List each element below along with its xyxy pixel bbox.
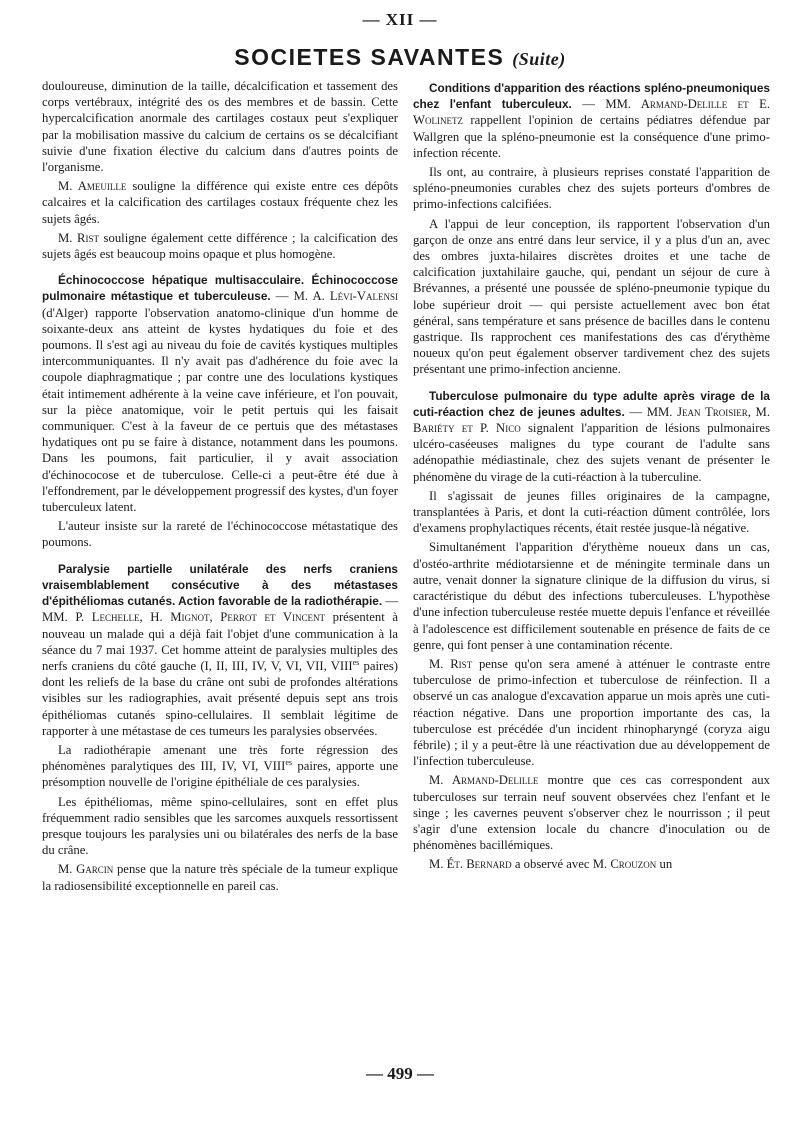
section-paralysie	[42, 561, 398, 739]
paragraph-text: La radiothérapie amenant une très forte régression des phénomènes paralytiques des III, IV, VI, VIII	[42, 742, 398, 774]
paragraph-text: présentent à nouveau un malade qui a déjà fait l'objet d'une communication à la séance du 7 mai 1937. Cet homme atteint de paralysies multiples des nerfs craniens du côté gauche (I, II, III, IV, V, VI, VII, VIII	[42, 610, 398, 673]
superscript: es	[285, 757, 293, 767]
speaker-name: M. Crouzon	[592, 857, 657, 872]
section-heading: Conditions d'apparition des réactions spléno-pneumoniques chez l'enfant tuberculeux.	[413, 81, 770, 112]
page-number: — 499 —	[366, 1064, 434, 1083]
paragraph-text: pense qu'on sera amené à atténuer le contraste entre tuberculose de primo-infection et tuberculose de réinfection. Il a observé un cas analogue d'excavation apparue un mois après une cuti-réaction négative. Dans une proportion importante des cas, la tuberculose est précédée d'un incident rhinopharyngé (coryza aigu fébrile) ; il y a peut-être là une réactivation due au développement de l'infection tuberculeuse.	[413, 656, 770, 769]
paragraph-text: montre que ces cas correspondent aux tuberculoses sur terrain neuf souvent observées chez l'enfant et le singe ; les cavernes peuvent s'observer chez le nourrisson ; il peut s'agir d'une extension locale du chancre d'inoculation ou de phénomènes bacillémiques.	[413, 773, 770, 853]
section-echinococcose	[42, 272, 398, 515]
speaker-name: M. Ameuille	[58, 179, 127, 194]
paragraph: Simultanément l'apparition d'érythème noueux dans un cas, d'ostéo-arthrite médiotarsienne et de méningite terminale dans un autre, venait donner la signature clinique de la diffusion du virus, si caractéristique du début des infections tuberculeuses. L'hypothèse d'une infection tuberculeuse restée muette depuis l'enfance et réveillée à l'adolescence est difficilement soutenable en présence de faits de ce genre, qui font penser à une contamination récente.	[413, 540, 770, 652]
speaker-name: M. Rist	[429, 656, 473, 671]
paragraph-text: rappellent l'opinion de certains pédiatres défendue par Wallgren que la spléno-pneumonie est la conséquence d'une primo-infection récente.	[413, 113, 770, 160]
section-heading: Échinococcose hépatique multisacculaire. Échinococcose pulmonaire métastique et tuberculeuse.	[42, 273, 398, 304]
paragraph	[42, 178, 398, 227]
dash: —	[270, 289, 294, 304]
right-column	[413, 80, 770, 876]
paragraph-text: signalent l'apparition de lésions pulmonaires ulcéro-caséeuses malignes du type courant de l'adulte sans adénopathie médiastinale, chez des sujets venant de présenter le phénomène du virage de la cuti-réaction à la tuberculine.	[413, 421, 771, 484]
paragraph-text: a observé avec	[511, 857, 593, 872]
speaker-name: M. Armand-Delille	[429, 773, 539, 788]
speaker-names: MM. P. Lechelle, H. Mignot, Perrot et Vincent	[42, 610, 325, 625]
paragraph-text: paires) dont les reliefs de la base du crâne ont subi de profondes altérations visibles sur les radiographies, avait présenté depuis sept ans trois épithéliomas cutanés spino-cellulaires. Il semblait légitime de rapporter à une métastase de ces tumeurs les paralysies observées.	[42, 658, 398, 738]
paragraph-text: (d'Alger) rapporte l'observation anatomo-clinique d'un homme de soixante-deux ans atteint de kystes hydatiques du foie et des poumons. Il s'est agi au niveau du foie de cavités kystiques multiples intercommuniquantes. Il n'y avait pas d'adhérence du foie avec la coupole diaphragmatique ; par contre une des loculations kystiques était intimement adhérente à la veine cave inférieure, et l'on pouvait, sur la pièce anatomique, voir le petit pertuis qui les faisait communiquer. C'est à la faveur de ce pertuis que des métastases hydatiques ont pu se faire à distance, notamment dans les poumons. Dans les poumons, fait particulier, il y avait association d'échinococose et de tuberculose. Celle-ci a peut-être été due à l'effondrement, par le développement progressif des kystes, d'un foyer tuberculeux latent.	[42, 305, 398, 515]
title-suite: (Suite)	[512, 49, 566, 69]
speaker-name: M. Ét. Bernard	[429, 857, 512, 872]
paragraph-text: souligne également cette différence ; la calcification des sujets âgés est beaucoup moins opaque et plus homogène.	[42, 230, 398, 262]
paragraph	[42, 861, 398, 893]
paragraph-text: paires, apporte une présomption nouvelle de l'origine épithéliale de ces paralysies.	[42, 759, 398, 790]
section-heading: Tuberculose pulmonaire du type adulte après virage de la cuti-réaction chez de jeunes adultes.	[413, 388, 770, 419]
page-title	[0, 44, 800, 71]
paragraph: Ils ont, au contraire, à plusieurs reprises constaté l'apparition de spléno-pneumonies curables chez des sujets porteurs d'ombres de primo-infections calcifiées.	[413, 165, 770, 212]
speaker-name: M. A. Lévi-Valensi	[293, 289, 399, 304]
paragraph	[413, 856, 770, 872]
dash: —	[571, 97, 606, 112]
speaker-names: MM. Jean Troisier, M. Bariéty et P. Nico	[413, 404, 770, 436]
paragraph: Il s'agissait de jeunes filles originaires de la campagne, transplantées à Paris, et dont la cuti-réaction dûment contrôlée, lors d'examens prophylactiques récents, était restée jusque-là négative.	[413, 488, 770, 536]
section-spleno-pneumonie	[413, 80, 770, 161]
paragraph: L'auteur insiste sur la rareté de l'échinococcose métastatique des poumons.	[42, 519, 398, 550]
title-text: SOCIETES SAVANTES	[234, 44, 505, 70]
paragraph-text: pense que la nature très spéciale de la tumeur explique la radiosensibilité exceptionnelle en pareil cas.	[42, 862, 398, 893]
section-tuberculose-adulte	[413, 388, 770, 485]
dash: —	[382, 594, 399, 609]
dash: —	[624, 404, 647, 419]
paragraph	[413, 772, 770, 853]
paragraph-text: un	[656, 857, 673, 872]
paragraph: A l'appui de leur conception, ils rapportent l'observation d'un garçon de onze ans entré dans leur service, il y a plus d'un an, avec des ombres juxta-hilaires discrètes droites et une tache de calcification juxtahilaire gauche, qui, pendant un séjour de cure à Brévannes, a présenté une poussée de spléno-pneumonie typique du lobe supérieur droit — qui persiste actuellement avec bon état général, sans température et sans présence de bacilles dans le contenu gastrique. Ils rapprochent ces manifestations des cas d'érythème noueux qu'on peut également observer tardivement chez des sujets présentant une primo-infection ancienne.	[413, 216, 770, 377]
left-column	[42, 78, 398, 897]
paragraph	[413, 656, 770, 769]
paragraph	[42, 230, 398, 262]
paragraph: Les épithéliomas, même spino-cellulaires, sont en effet plus fréquemment radio sensibles que les sarcomes auxquels ressortissent presque toujours les paralysies uni ou bilatérales des nerfs de la base du crâne.	[42, 794, 398, 858]
speaker-names: MM. Armand-Delille et E. Wolinetz	[413, 97, 770, 128]
superscript: es	[352, 657, 360, 667]
paragraph	[42, 742, 398, 791]
speaker-name: M. Garcin	[58, 862, 114, 877]
section-heading: Paralysie partielle unilatérale des nerfs craniens vraisemblablement consécutive à des métastases d'épithéliomas cutanés. Action favorable de la radiothérapie.	[42, 561, 398, 609]
paragraph: douloureuse, diminution de la taille, décalcification et tassement des corps vertébraux, intégrité des os des membres et de bassin. Cette hypercalcification anormale des cartilages costaux peut s'expliquer par la mobilisation massive du calcium de certains os se décalcifiant suivie d'une fixation élective du calcium dans d'autres points de l'organisme.	[42, 79, 398, 175]
paragraph-text: souligne la différence qui existe entre ces dépôts calcaires et la calcification des cartilages costaux fréquente chez les sujets âgés.	[42, 179, 399, 226]
speaker-name: M. Rist	[58, 230, 99, 245]
roman-page-number: — XII —	[362, 10, 438, 29]
